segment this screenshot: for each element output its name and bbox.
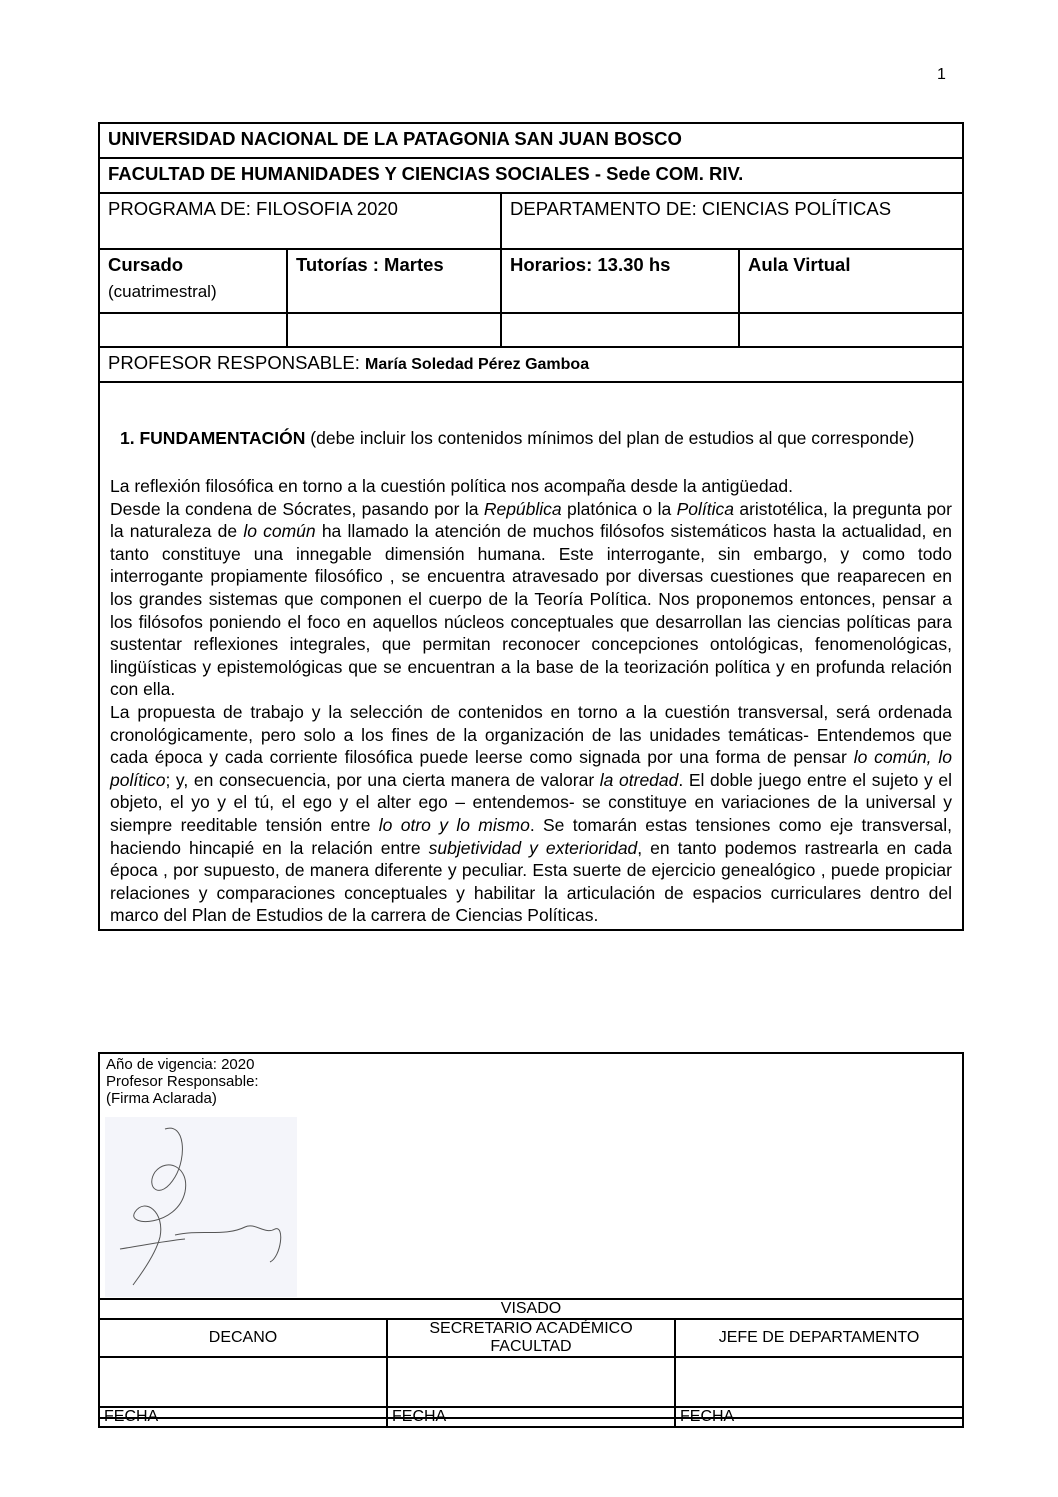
- visado-table: [98, 1298, 964, 1428]
- text: aristotélica, la pregunta por la naturaleza de: [110, 498, 952, 542]
- cursado-value: (cuatrimestral): [108, 282, 217, 301]
- italic-text: subjetividad y exterioridad: [428, 837, 638, 858]
- fundamentacion-text: [110, 475, 952, 927]
- fecha-decano: FECHA: [99, 1407, 387, 1427]
- empty-cell: [287, 313, 501, 347]
- approval-box: [98, 1052, 964, 1425]
- tutorias-cell: Tutorías : Martes: [287, 249, 501, 313]
- page-number: 1: [937, 66, 946, 83]
- paragraph-1: La reflexión filosófica en torno a la cuestión política nos acompaña desde la antigüedad.: [110, 476, 793, 496]
- programa-cell: PROGRAMA DE: FILOSOFIA 2020: [99, 193, 501, 249]
- profesor-cell: [99, 347, 963, 382]
- text: ; y, en consecuencia, por una cierta manera de valorar: [165, 769, 600, 790]
- text: ha llamado la atención de muchos filósofos sistemáticos hasta la actualidad, en tanto constituye una innegable dimensión humana. Este interrogante, sin embargo, y como todo interrogante propiamente filosófico , se encuentra atravesado por diversas cuestiones que reaparecen en los grandes sistemas que componen el cuerpo de la Teoría Política. Nos proponemos entonces, pensar a los filósofos poniendo el foco en aquellos núcleos conceptuales que desarrollan las ciencias políticas para sustentar reflexiones integrales, que permitan reconocer concepciones ontológicas, fenomenológicas, lingüísticas y epistemológicas que se encuentran a la base de la teorización política y en profunda relación con ella.: [110, 521, 952, 700]
- fundamentacion-heading: [110, 427, 952, 449]
- decano-header: DECANO: [99, 1319, 387, 1357]
- text: . El doble juego entre el sujeto y el objeto, el yo y el tú, el ego y el alter ego – entendemos- se constituye en variaciones de la universal y siempre reeditable tensión entre: [110, 769, 953, 835]
- section-number: 1.: [120, 428, 135, 448]
- profesor-responsable-label: Profesor Responsable:: [106, 1073, 259, 1090]
- decano-signature-cell: [99, 1357, 387, 1407]
- section-subtitle: (debe incluir los contenidos mínimos del plan de estudios al que corresponde): [310, 428, 915, 448]
- italic-text: lo otro y lo mismo: [378, 814, 530, 835]
- signature-icon: [105, 1117, 297, 1297]
- firma-label: (Firma Aclarada): [106, 1090, 217, 1107]
- italic-text: lo común, lo político: [110, 747, 952, 790]
- visado-header: VISADO: [99, 1299, 963, 1319]
- italic-text: Política: [676, 498, 734, 519]
- fundamentacion-section: [99, 382, 963, 930]
- text: , en tanto podemos rastrearla en cada época , por supuesto, de manera diferente y peculiar. Esta suerte de ejercicio genealógico , puede propiciar relaciones y comparaciones conceptuales y habilitar la articulación de espacios curriculares dentro del marco del Plan de Estudios de la carrera de Ciencias Políticas.: [110, 837, 953, 926]
- cursado-label: Cursado: [108, 254, 184, 275]
- empty-cell: [739, 313, 963, 347]
- text: Desde la condena de Sócrates, pasando por la: [110, 498, 484, 519]
- university-name: UNIVERSIDAD NACIONAL DE LA PATAGONIA SAN JUAN BOSCO: [99, 123, 963, 158]
- vigencia-label: Año de vigencia: 2020: [106, 1056, 255, 1073]
- italic-text: la otredad: [599, 769, 679, 790]
- section-title: FUNDAMENTACIÓN: [139, 428, 306, 448]
- text: La propuesta de trabajo y la selección de contenidos en torno a la cuestión transversal, será ordenada cronológicamente, pero solo a los fines de la organización de las unidades temáticas- Entendemos que cada época y cada corriente filosófica puede leerse como signada por una forma de pensar: [110, 701, 952, 768]
- profesor-label: PROFESOR RESPONSABLE:: [108, 352, 366, 373]
- cursado-cell: [99, 249, 287, 313]
- text: platónica o la: [561, 498, 677, 519]
- fecha-jefe: FECHA: [675, 1407, 963, 1427]
- italic-text: República: [483, 498, 562, 519]
- vigencia-block: [100, 1054, 962, 1109]
- empty-cell: [501, 313, 739, 347]
- text: . Se tomarán estas tensiones como eje transversal, haciendo hincapié en la relación entre: [110, 814, 952, 858]
- jefe-signature-cell: [675, 1357, 963, 1407]
- empty-cell: [99, 313, 287, 347]
- sede-label: Sede COM. RIV.: [606, 163, 744, 184]
- signature-image: [105, 1117, 297, 1297]
- program-header-table: [98, 122, 964, 931]
- aula-cell: Aula Virtual: [739, 249, 963, 313]
- secretario-header: SECRETARIO ACADÉMICO FACULTAD: [387, 1319, 675, 1357]
- departamento-cell: DEPARTAMENTO DE: CIENCIAS POLÍTICAS: [501, 193, 963, 249]
- faculty-label: FACULTAD DE HUMANIDADES Y CIENCIAS SOCIALES -: [108, 163, 607, 184]
- profesor-name: María Soledad Pérez Gamboa: [365, 356, 590, 373]
- secretario-signature-cell: [387, 1357, 675, 1407]
- fecha-secretario: FECHA: [387, 1407, 675, 1427]
- jefe-header: JEFE DE DEPARTAMENTO: [675, 1319, 963, 1357]
- horarios-cell: Horarios: 13.30 hs: [501, 249, 739, 313]
- italic-text: lo común: [243, 521, 316, 542]
- faculty-name: [99, 158, 963, 193]
